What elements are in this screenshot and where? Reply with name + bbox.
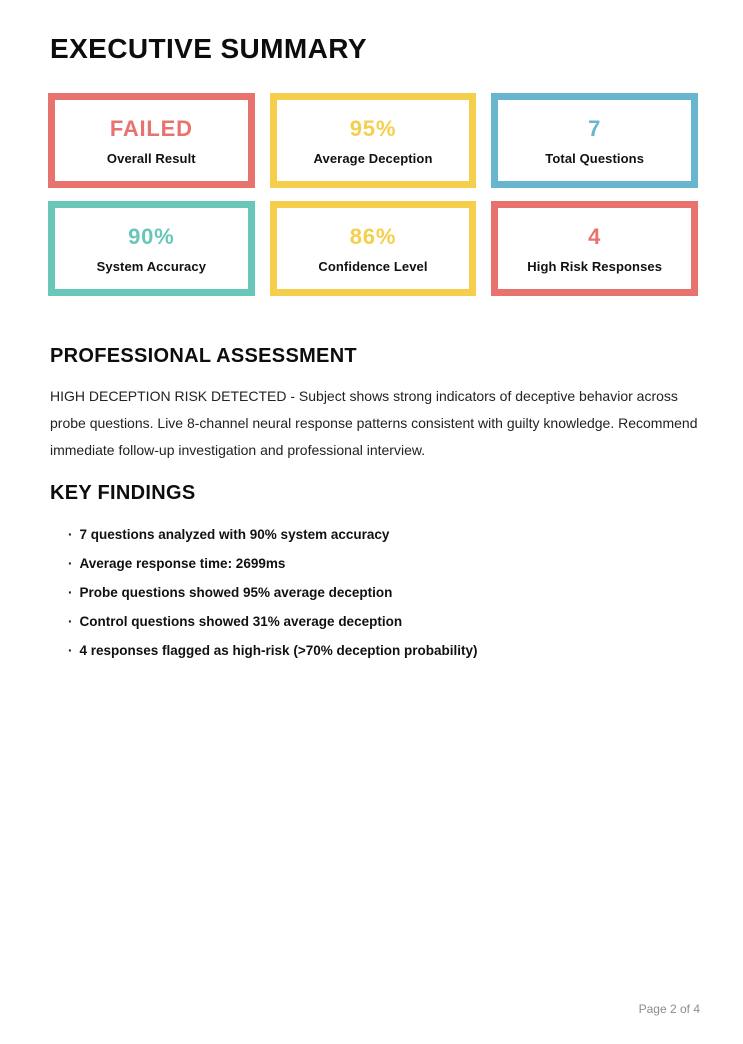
stat-value: 95%: [349, 115, 397, 141]
bullet-marker: ·: [68, 614, 73, 629]
list-item: [68, 641, 700, 661]
finding-text: 4 responses flagged as high-risk (>70% deception probability): [79, 643, 478, 658]
list-item: [68, 525, 700, 545]
stat-label: Confidence Level: [318, 258, 428, 274]
bullet-marker: ·: [68, 585, 73, 600]
stat-cards-grid: [48, 93, 698, 296]
stat-value: 86%: [349, 223, 397, 249]
stat-label: System Accuracy: [96, 258, 207, 274]
stat-value: 90%: [128, 223, 175, 249]
finding-text: Average response time: 2699ms: [79, 556, 286, 571]
stat-value: FAILED: [109, 115, 193, 141]
list-item: [68, 612, 700, 632]
stat-label: Overall Result: [106, 150, 196, 166]
stat-card-high-risk-responses: [491, 201, 698, 296]
stat-card-confidence-level: [270, 201, 477, 296]
page-title: EXECUTIVE SUMMARY: [50, 32, 367, 64]
section-heading-key-findings: KEY FINDINGS: [50, 482, 196, 504]
stat-label: Average Deception: [313, 150, 433, 166]
stat-value: 7: [588, 115, 602, 141]
page-number: Page 2 of 4: [638, 1002, 700, 1016]
section-heading-professional-assessment: PROFESSIONAL ASSESSMENT: [50, 345, 357, 367]
list-item: [68, 554, 700, 574]
finding-text: Probe questions showed 95% average deception: [79, 585, 393, 600]
key-findings-section: [50, 482, 700, 670]
stat-card-average-deception: [270, 93, 477, 188]
key-findings-list: [50, 525, 700, 661]
stat-label: Total Questions: [545, 150, 645, 166]
assessment-body-text: HIGH DECEPTION RISK DETECTED - Subject shows strong indicators of deceptive behavior across probe questions. Live 8-channel neural response patterns consistent with guilty knowledge. Recommend immediate follow-up investigation and professional interview.: [50, 388, 698, 458]
finding-text: Control questions showed 31% average deception: [79, 614, 403, 629]
list-item: [68, 583, 700, 603]
finding-text: 7 questions analyzed with 90% system accuracy: [79, 527, 390, 542]
stat-value: 4: [588, 223, 602, 249]
stat-card-total-questions: [491, 93, 698, 188]
bullet-marker: ·: [68, 643, 73, 658]
bullet-marker: ·: [68, 527, 73, 542]
bullet-marker: ·: [68, 556, 73, 571]
stat-label: High Risk Responses: [527, 258, 663, 274]
stat-card-system-accuracy: [48, 201, 255, 296]
professional-assessment-section: [50, 345, 700, 464]
stat-card-overall-result: [48, 93, 255, 188]
